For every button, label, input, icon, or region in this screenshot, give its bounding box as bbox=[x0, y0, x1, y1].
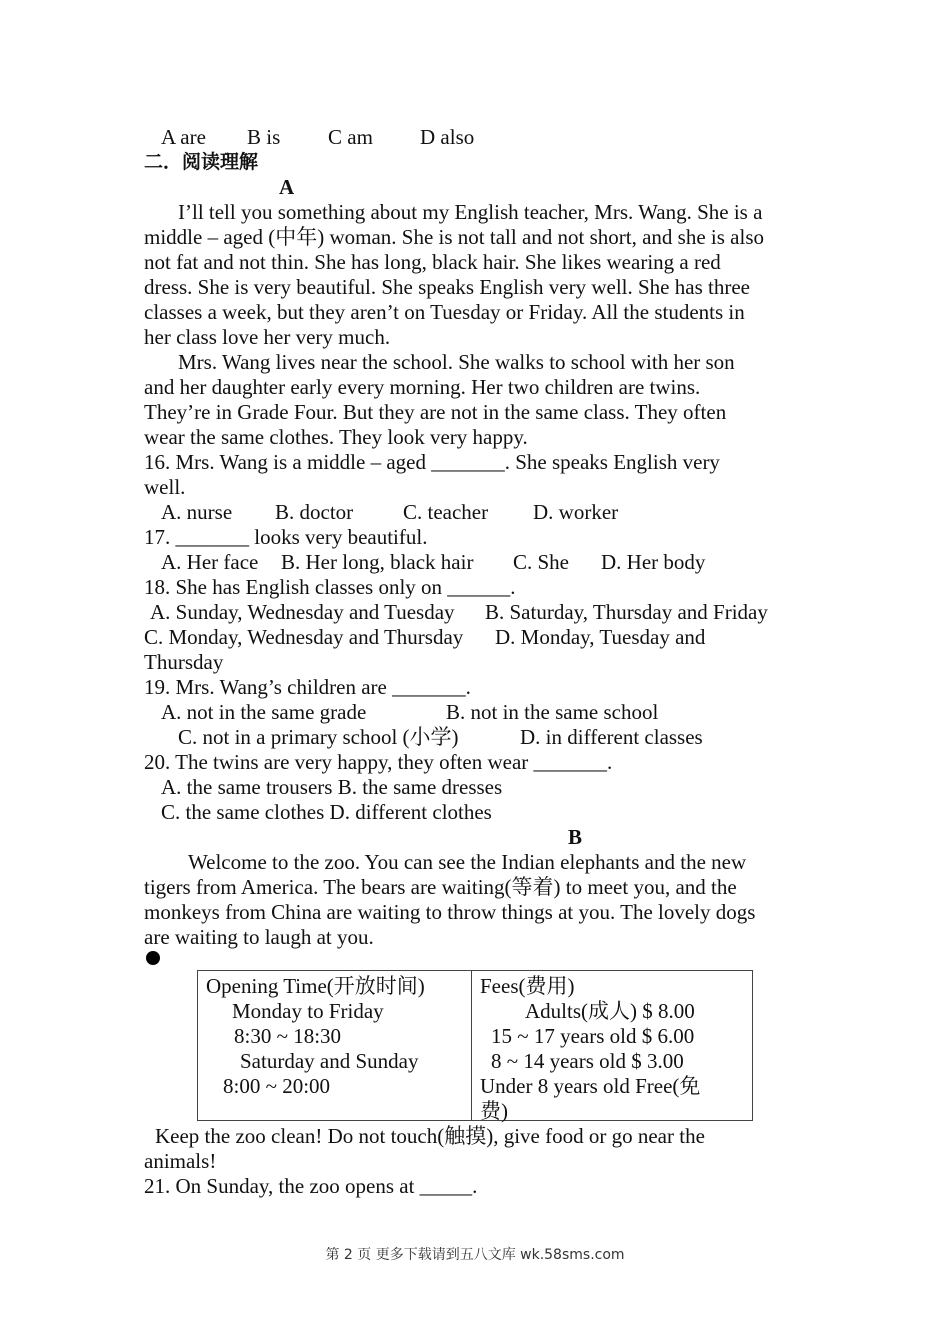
passage-b-line: tigers from America. The bears are waiting(等着) to meet you, and the bbox=[144, 875, 737, 899]
question-20-stem: 20. The twins are very happy, they often wear _______. bbox=[144, 750, 613, 774]
bullet-icon bbox=[146, 951, 160, 965]
passage-a-line: dress. She is very beautiful. She speaks English very well. She has three bbox=[144, 275, 750, 299]
fee-under-8: Under 8 years old Free(免 bbox=[480, 1074, 701, 1098]
question-17-stem: 17. _______ looks very beautiful. bbox=[144, 525, 428, 549]
passage-b-line: are waiting to laugh at you. bbox=[144, 925, 374, 949]
question-19-option-d: D. in different classes bbox=[520, 725, 703, 749]
page-footer: 第 2 页 更多下载请到五八文库 wk.58sms.com bbox=[325, 1247, 625, 1263]
passage-b-line: Welcome to the zoo. You can see the Indian elephants and the new bbox=[188, 850, 747, 874]
prev-question-option-a: A are bbox=[161, 125, 206, 149]
opening-time-weekend-label: Saturday and Sunday bbox=[240, 1049, 419, 1073]
question-21-stem: 21. On Sunday, the zoo opens at _____. bbox=[144, 1174, 478, 1198]
prev-question-option-b: B is bbox=[247, 125, 281, 149]
question-19-option-a: A. not in the same grade bbox=[161, 700, 367, 724]
prev-question-option-d: D also bbox=[420, 125, 475, 149]
question-17-option-b: B. Her long, black hair bbox=[281, 550, 474, 574]
zoo-notice-cont: animals! bbox=[144, 1149, 217, 1173]
question-16-option-d: D. worker bbox=[533, 500, 619, 524]
question-17-option-a: A. Her face bbox=[161, 550, 259, 574]
question-16-option-a: A. nurse bbox=[161, 500, 233, 524]
question-18-option-c: C. Monday, Wednesday and Thursday bbox=[144, 625, 464, 649]
question-17-option-c: C. She bbox=[513, 550, 570, 574]
question-18-option-d-cont: Thursday bbox=[144, 650, 224, 674]
passage-b-label: B bbox=[568, 825, 583, 849]
question-19-stem: 19. Mrs. Wang’s children are _______. bbox=[144, 675, 471, 699]
passage-b-line: monkeys from China are waiting to throw things at you. The lovely dogs bbox=[144, 900, 756, 924]
question-16-stem: 16. Mrs. Wang is a middle – aged _______. She speaks English very bbox=[144, 450, 720, 474]
prev-question-option-c: C am bbox=[328, 125, 373, 149]
question-20-options-ab: A. the same trousers B. the same dresses bbox=[161, 775, 503, 799]
passage-a-line: her class love her very much. bbox=[144, 325, 391, 349]
question-16-stem: well. bbox=[144, 475, 186, 499]
passage-a-line: Mrs. Wang lives near the school. She walks to school with her son bbox=[178, 350, 735, 374]
opening-time-weekday-label: Monday to Friday bbox=[232, 999, 384, 1023]
question-18-stem: 18. She has English classes only on ______. bbox=[144, 575, 516, 599]
question-19-option-b: B. not in the same school bbox=[446, 700, 659, 724]
question-17-option-d: D. Her body bbox=[601, 550, 706, 574]
fee-under-8-cont: 费) bbox=[480, 1099, 508, 1123]
question-18-option-a: A. Sunday, Wednesday and Tuesday bbox=[150, 600, 455, 624]
question-20-options-cd: C. the same clothes D. different clothes bbox=[161, 800, 492, 824]
question-18-option-d: D. Monday, Tuesday and bbox=[495, 625, 706, 649]
fee-15-17: 15 ~ 17 years old $ 6.00 bbox=[491, 1024, 695, 1048]
opening-time-header: Opening Time(开放时间) bbox=[206, 974, 425, 998]
passage-a-line: They’re in Grade Four. But they are not in the same class. They often bbox=[144, 400, 727, 424]
question-18-option-b: B. Saturday, Thursday and Friday bbox=[485, 600, 768, 624]
passage-a-line: wear the same clothes. They look very happy. bbox=[144, 425, 528, 449]
question-19-option-c: C. not in a primary school (小学) bbox=[178, 725, 459, 749]
section-heading: 二．阅读理解 bbox=[144, 151, 259, 173]
question-16-option-b: B. doctor bbox=[275, 500, 354, 524]
question-16-option-c: C. teacher bbox=[403, 500, 489, 524]
table-column-divider bbox=[471, 971, 472, 1120]
fee-8-14: 8 ~ 14 years old $ 3.00 bbox=[491, 1049, 684, 1073]
passage-a-line: classes a week, but they aren’t on Tuesday or Friday. All the students in bbox=[144, 300, 745, 324]
passage-a-line: not fat and not thin. She has long, black hair. She likes wearing a red bbox=[144, 250, 721, 274]
fee-adults: Adults(成人) $ 8.00 bbox=[525, 999, 695, 1023]
passage-a-label: A bbox=[279, 175, 295, 199]
passage-a-line: I’ll tell you something about my English teacher, Mrs. Wang. She is a bbox=[178, 200, 763, 224]
passage-a-line: and her daughter early every morning. Her two children are twins. bbox=[144, 375, 701, 399]
opening-time-weekday-hours: 8:30 ~ 18:30 bbox=[234, 1024, 342, 1048]
fees-header: Fees(费用) bbox=[480, 974, 575, 998]
zoo-notice: Keep the zoo clean! Do not touch(触摸), give food or go near the bbox=[155, 1124, 705, 1148]
opening-time-weekend-hours: 8:00 ~ 20:00 bbox=[223, 1074, 331, 1098]
passage-a-line: middle – aged (中年) woman. She is not tall and not short, and she is also bbox=[144, 225, 764, 249]
